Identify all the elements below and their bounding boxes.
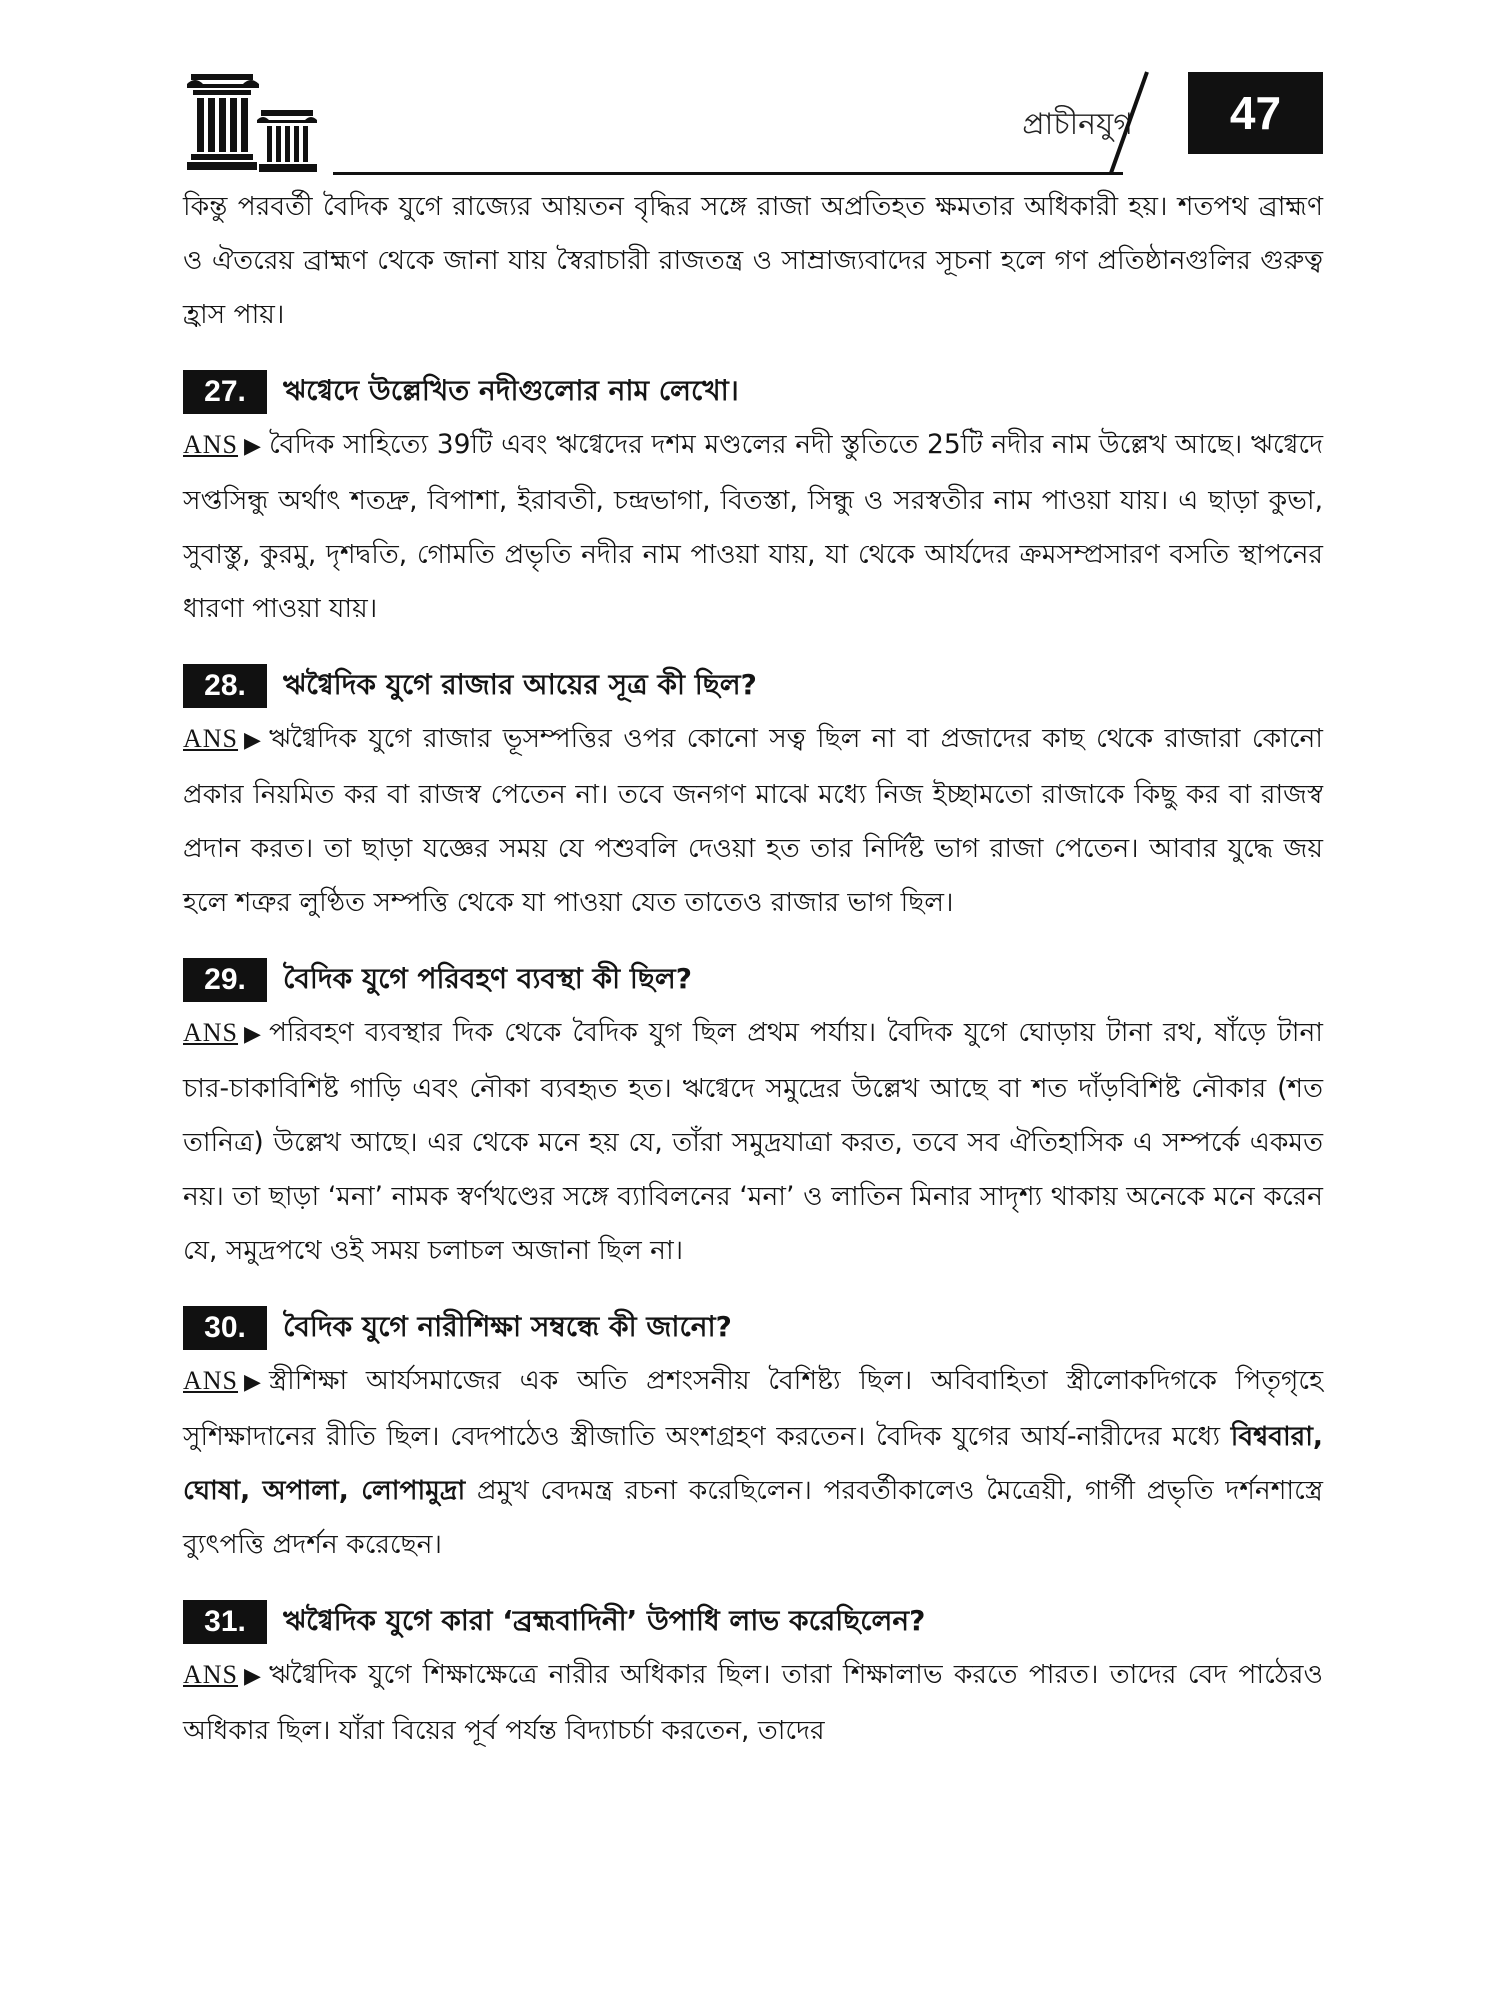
question-number: 29.: [183, 958, 267, 1002]
answer-text-start: স্ত্রীশিক্ষা আর্যসমাজের এক অতি প্রশংসনীয় বৈশিষ্ট্য ছিল। অবিবাহিতা স্ত্রীলোকদিগকে পিতৃগৃহে সুশিক্ষাদানের রীতি ছিল। বেদপাঠেও স্ত্রীজাতি অংশগ্রহণ করতেন। বৈদিক যুগের আর্য-নারীদের মধ্যে: [183, 1365, 1323, 1452]
answer-text: বৈদিক সাহিত্যে 39টি এবং ঋগ্বেদের দশম মণ্ডলের নদী স্তুতিতে 25টি নদীর নাম উল্লেখ আছে। ঋগ্বেদে সপ্তসিন্ধু অর্থাৎ শতদ্রু, বিপাশা, ইরাবতী, চন্দ্রভাগা, বিতস্তা, সিন্ধু ও সরস্বতীর নাম পাওয়া যায়। এ ছাড়া কুভা, সুবাস্তু, কুরমু, দৃশদ্বতি, গোমতি প্রভৃতি নদীর নাম পাওয়া যায়, যা থেকে আর্যদের ক্রমসম্প্রসারণ বসতি স্থাপনের ধারণা পাওয়া যায়।: [183, 429, 1323, 624]
question-31: [183, 1596, 1323, 1648]
question-number: 27.: [183, 370, 267, 414]
page-content: [183, 180, 1323, 1758]
pillar-icon: [183, 70, 333, 178]
header-divider: [1107, 70, 1151, 175]
play-arrow-icon: ▶: [244, 728, 261, 753]
answer-31: [183, 1648, 1323, 1758]
question-28: [183, 660, 1323, 712]
header-rule: [333, 172, 1123, 175]
ans-badge: ANS: [183, 1018, 239, 1047]
question-number: 28.: [183, 664, 267, 708]
question-number: 31.: [183, 1600, 267, 1644]
answer-text: ঋগ্বৈদিক যুগে রাজার ভূসম্পত্তির ওপর কোনো সত্ব ছিল না বা প্রজাদের কাছ থেকে রাজারা কোনো প্রকার নিয়মিত কর বা রাজস্ব পেতেন না। তবে জনগণ মাঝে মধ্যে নিজ ইচ্ছামতো রাজাকে কিছু কর বা রাজস্ব প্রদান করত। তা ছাড়া যজ্ঞের সময় যে পশুবলি দেওয়া হত তার নির্দিষ্ট ভাগ রাজা পেতেন। আবার যুদ্ধে জয় হলে শত্রুর লুণ্ঠিত সম্পত্তি থেকে যা পাওয়া যেত তাতেও রাজার ভাগ ছিল।: [183, 723, 1323, 918]
answer-28: [183, 712, 1323, 930]
chapter-title: প্রাচীনযুগ: [1022, 107, 1133, 142]
answer-bold-names: বিশ্ববারা, ঘোষা, অপালা, লোপামুদ্রা: [183, 1421, 1323, 1506]
play-arrow-icon: ▶: [244, 1022, 261, 1047]
page-header: [183, 70, 1323, 180]
answer-text: ঋগ্বৈদিক যুগে শিক্ষাক্ষেত্রে নারীর অধিকার ছিল। তারা শিক্ষালাভ করতে পারত। তাদের বেদ পাঠেরও অধিকার ছিল। যাঁরা বিয়ের পূর্ব পর্যন্ত বিদ্যাচর্চা করতেন, তাদের: [183, 1659, 1323, 1746]
answer-27: [183, 418, 1323, 636]
question-text: বৈদিক যুগে পরিবহণ ব্যবস্থা কী ছিল?: [283, 961, 692, 995]
question-29: [183, 954, 1323, 1006]
page-number: 47: [1188, 72, 1323, 154]
question-number: 30.: [183, 1306, 267, 1350]
play-arrow-icon: ▶: [244, 434, 261, 459]
question-text: ঋগ্বেদে উল্লেখিত নদীগুলোর নাম লেখো।: [283, 373, 739, 407]
play-arrow-icon: ▶: [244, 1664, 261, 1689]
question-text: বৈদিক যুগে নারীশিক্ষা সম্বন্ধে কী জানো?: [283, 1309, 732, 1343]
answer-30: [183, 1354, 1323, 1572]
intro-paragraph: কিন্তু পরবর্তী বৈদিক যুগে রাজ্যের আয়তন বৃদ্ধির সঙ্গে রাজা অপ্রতিহত ক্ষমতার অধিকারী হয়। শতপথ ব্রাহ্মণ ও ঐতরেয় ব্রাহ্মণ থেকে জানা যায় স্বৈরাচারী রাজতন্ত্র ও সাম্রাজ্যবাদের সূচনা হলে গণ প্রতিষ্ঠানগুলির গুরুত্ব হ্রাস পায়।: [183, 191, 1323, 330]
question-text: ঋগ্বৈদিক যুগে কারা ‘ব্রহ্মবাদিনী’ উপাধি লাভ করেছিলেন?: [283, 1603, 926, 1637]
ans-badge: ANS: [183, 430, 239, 459]
ans-badge: ANS: [183, 724, 239, 753]
question-30: [183, 1302, 1323, 1354]
ans-badge: ANS: [183, 1366, 239, 1395]
answer-text-end: প্রমুখ বেদমন্ত্র রচনা করেছিলেন। পরবর্তীকালেও মৈত্রেয়ী, গার্গী প্রভৃতি দর্শনশাস্ত্রে ব্যুৎপত্তি প্রদর্শন করেছেন।: [183, 1475, 1323, 1560]
ans-badge: ANS: [183, 1660, 239, 1689]
question-text: ঋগ্বৈদিক যুগে রাজার আয়ের সূত্র কী ছিল?: [283, 667, 757, 701]
question-27: [183, 366, 1323, 418]
play-arrow-icon: ▶: [244, 1370, 261, 1395]
answer-text: পরিবহণ ব্যবস্থার দিক থেকে বৈদিক যুগ ছিল প্রথম পর্যায়। বৈদিক যুগে ঘোড়ায় টানা রথ, ষাঁড়ে টানা চার-চাকাবিশিষ্ট গাড়ি এবং নৌকা ব্যবহৃত হত। ঋগ্বেদে সমুদ্রের উল্লেখ আছে বা শত দাঁড়বিশিষ্ট নৌকার (শত তানিত্র) উল্লেখ আছে। এর থেকে মনে হয় যে, তাঁরা সমুদ্রযাত্রা করত, তবে সব ঐতিহাসিক এ সম্পর্কে একমত নয়। তা ছাড়া ‘মনা’ নামক স্বর্ণখণ্ডের সঙ্গে ব্যাবিলনের ‘মনা’ ও লাতিন মিনার সাদৃশ্য থাকায় অনেকে মনে করেন যে, সমুদ্রপথে ওই সময় চলাচল অজানা ছিল না।: [183, 1017, 1323, 1266]
answer-29: [183, 1006, 1323, 1278]
